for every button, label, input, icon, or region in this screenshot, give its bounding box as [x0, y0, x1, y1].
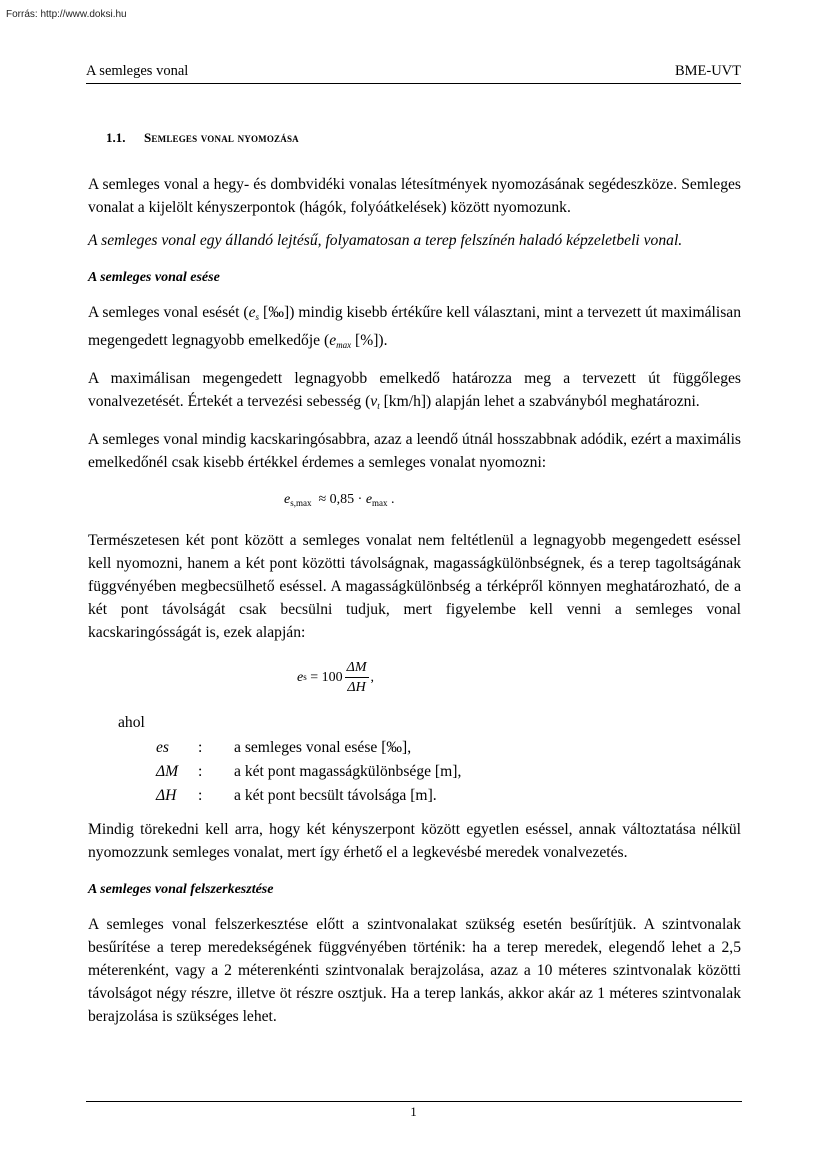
- definitions-list: [156, 736, 741, 808]
- intro-paragraph: A semleges vonal a hegy- és dombvidéki vonalas létesítmények nyomozásának segédeszköze. Semleges vonalat a kijelölt kényszerpontok (hágók, folyóátkelések) között nyomozunk.: [88, 176, 741, 216]
- header-title: A semleges vonal: [86, 63, 189, 79]
- definition-row: es : a semleges vonal esése [‰],: [156, 739, 412, 756]
- header-org: BME-UVT: [674, 63, 741, 79]
- page-number: 1: [410, 1104, 417, 1119]
- page-header: [86, 63, 741, 84]
- source-url: Forrás: http://www.doksi.hu: [6, 9, 127, 20]
- formula-slope: e s = 100 $\frac{\Delta M}{\Delta H}$ ,: [297, 660, 375, 695]
- slope-paragraph-3: A semleges vonal mindig kacskaringósabbra, azaz a leendő útnál hosszabbnak adódik, ezért a maximális emelkedőnél csak kisebb értékkel érdemes a semleges vonalat nyomozni:: [88, 431, 741, 471]
- fraction: $\frac{\Delta M}{\Delta H}$: [346, 660, 367, 695]
- slope-paragraph-4: Természetesen két pont között a semleges vonalat nem feltétlenül a legnagyobb megengedett eséssel kell nyomozni, hanem a két pont közötti távolságnak, magasságkülönbségnek, és a terep tagoltságának függvényében megbecsülhető eséssel. A magasságkülönbség a térképről könnyen meghatározható, de a két pont távolságát csak becsülni tudjuk, mert figyelembe kell venni a semleges vonal kacskaringósságát is, ezek alapján:: [88, 532, 741, 641]
- definition-row: ΔM : a két pont magasságkülönbsége [m],: [156, 763, 462, 780]
- section-heading: [106, 126, 741, 149]
- definition-row: ΔH : a két pont becsült távolsága [m].: [156, 787, 437, 804]
- section-title: Semleges vonal nyomozása: [144, 130, 299, 145]
- definition-paragraph: A semleges vonal egy állandó lejtésű, folyamatosan a terep felszínén haladó képzeletbeli vonal.: [88, 232, 683, 249]
- slope-subheading: A semleges vonal esése: [88, 270, 220, 285]
- page-content: [88, 126, 741, 1038]
- slope-paragraph-1: A semleges vonal esését ($e_s$ [‰]) mindig kisebb értékűre kell választani, mint a tervezett út maximálisan megengedett legnagyobb emelkedője ($e_{max}$ [%]).: [88, 304, 741, 350]
- slope-paragraph-5: Mindig törekedni kell arra, hogy két kényszerpont között egyetlen eséssel, annak változtatása nélkül nyomozzunk semleges vonalat, mert így érhető el a legkevésbé meredek vonalvezetés.: [88, 821, 741, 861]
- footer-rule: [86, 1101, 742, 1102]
- layout-paragraph: A semleges vonal felszerkesztése előtt a szintvonalakat szükség esetén besűrítjük. A szintvonalak besűrítése a terep meredekségének függvényében történik: ha a terep meredek, elegendő lehet a 2,5 méterenként, vagy a 2 méterenkénti szintvonalak berajzolása, azaz a 10 méteres szintvonalak közötti távolságot négy részre, illetve öt részre osztjuk. Ha a terep lankás, akkor akár az 1 méteres szintvonalak berajzolása is szükséges lehet.: [88, 916, 741, 1025]
- section-number: 1.1.: [106, 130, 126, 145]
- slope-paragraph-2: A maximálisan megengedett legnagyobb emelkedő határozza meg a tervezett út függőleges vonalvezetését. Értekét a tervezési sebesség ($v_t$ [km/h]) alapján lehet a szabványból meghatározni.: [88, 370, 741, 411]
- layout-subheading: A semleges vonal felszerkesztése: [88, 882, 274, 897]
- where-label: ahol: [118, 714, 145, 731]
- formula-max-slope: $e_{s,max} \approx 0,85 \cdot e_{max}$ .: [284, 492, 395, 508]
